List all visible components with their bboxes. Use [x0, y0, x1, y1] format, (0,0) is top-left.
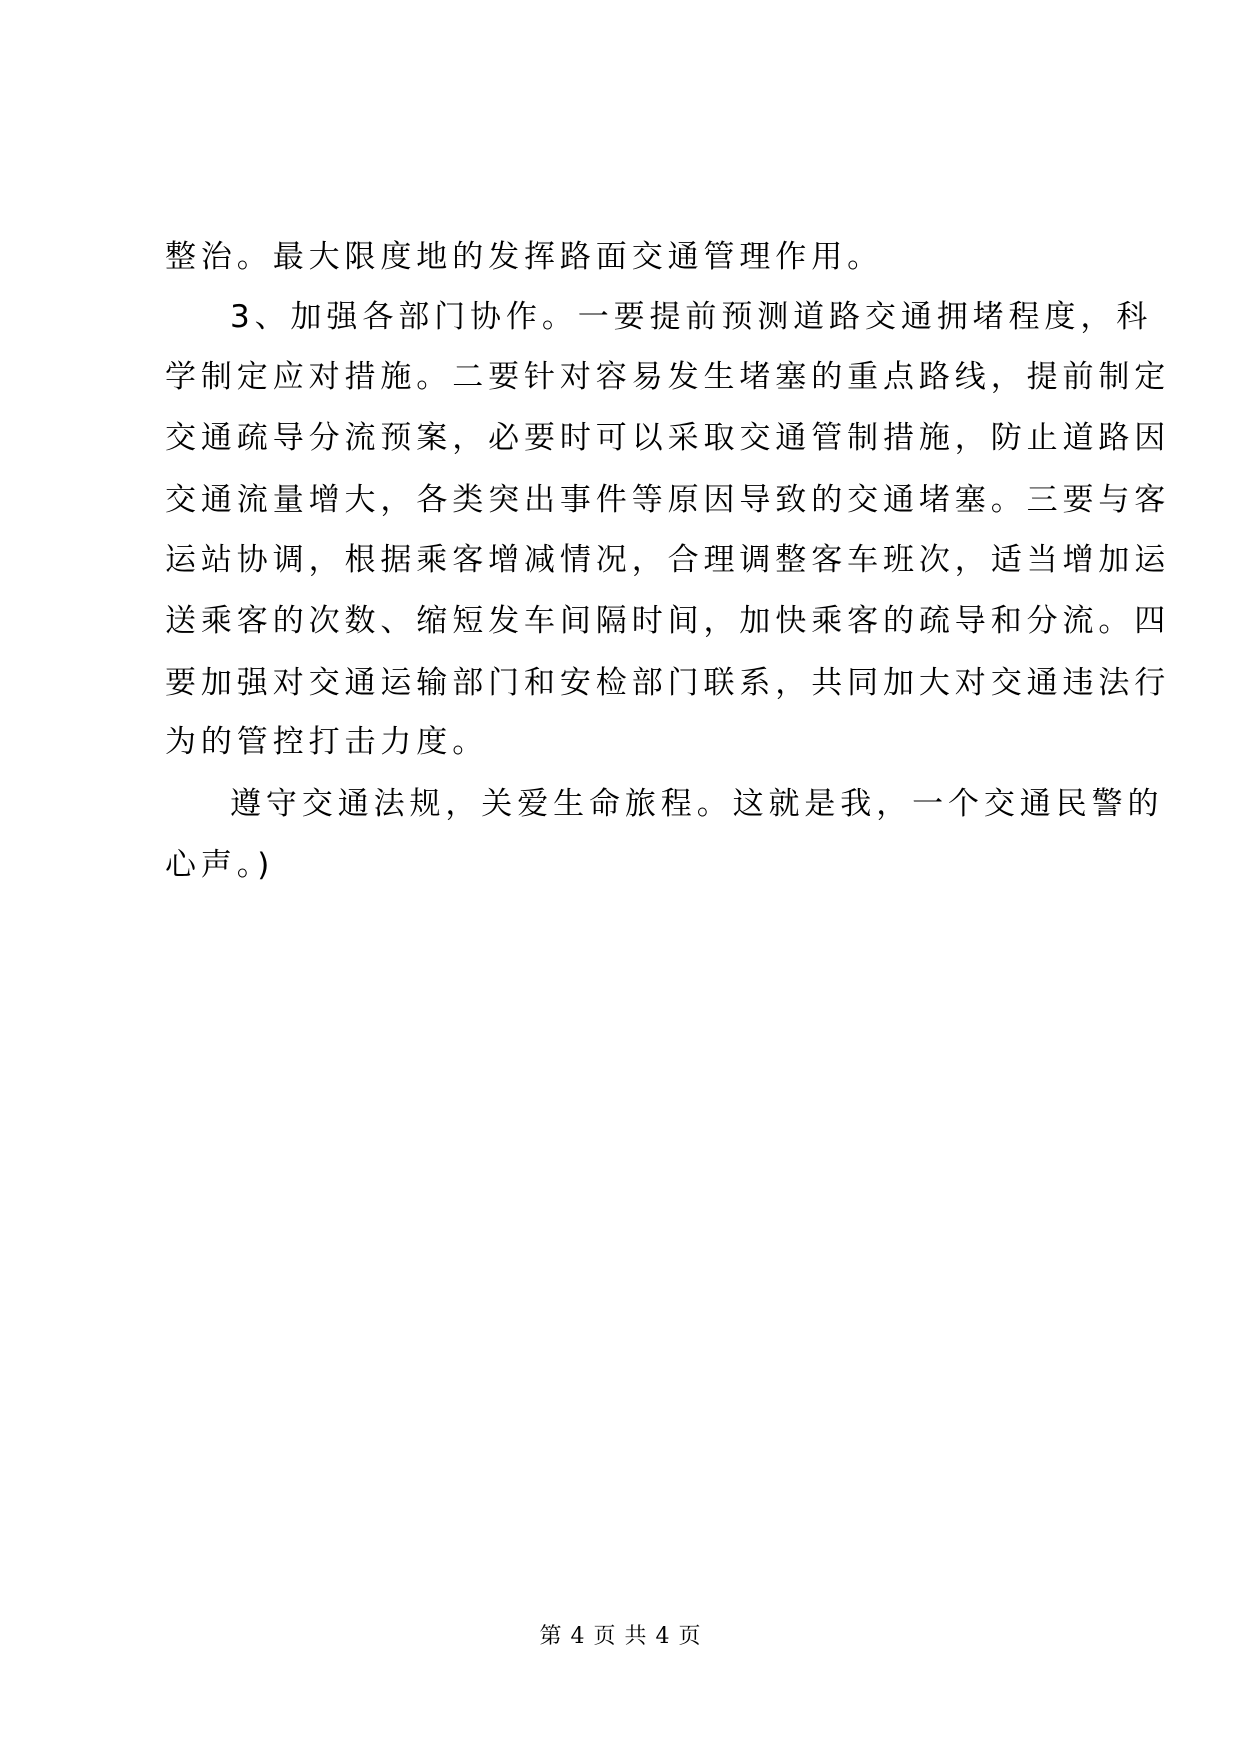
paragraph-line-3: 学制定应对措施。二要针对容易发生堵塞的重点路线，提前制定	[165, 359, 1171, 395]
paragraph-line-11: 心声。)	[165, 847, 275, 883]
paragraph-line-5: 交通流量增大，各类突出事件等原因导致的交通堵塞。三要与客	[165, 482, 1171, 518]
paragraph-line-8: 要加强对交通运输部门和安检部门联系，共同加大对交通违法行	[165, 665, 1171, 701]
paragraph-line-2: 3、加强各部门协作。一要提前预测道路交通拥堵程度，科	[230, 299, 1153, 335]
paragraph-line-7: 送乘客的次数、缩短发车间隔时间，加快乘客的疏导和分流。四	[165, 603, 1171, 639]
paragraph-line-4: 交通疏导分流预案，必要时可以采取交通管制措施，防止道路因	[165, 420, 1171, 456]
page-footer: 第 4 页 共 4 页	[539, 1624, 702, 1649]
paragraph-line-6: 运站协调，根据乘客增减情况，合理调整客车班次，适当增加运	[165, 542, 1171, 578]
paragraph-line-9: 为的管控打击力度。	[165, 724, 489, 760]
paragraph-line-1: 整治。最大限度地的发挥路面交通管理作用。	[165, 239, 883, 275]
paragraph-line-10: 遵守交通法规，关爱生命旅程。这就是我，一个交通民警的	[230, 786, 1164, 822]
